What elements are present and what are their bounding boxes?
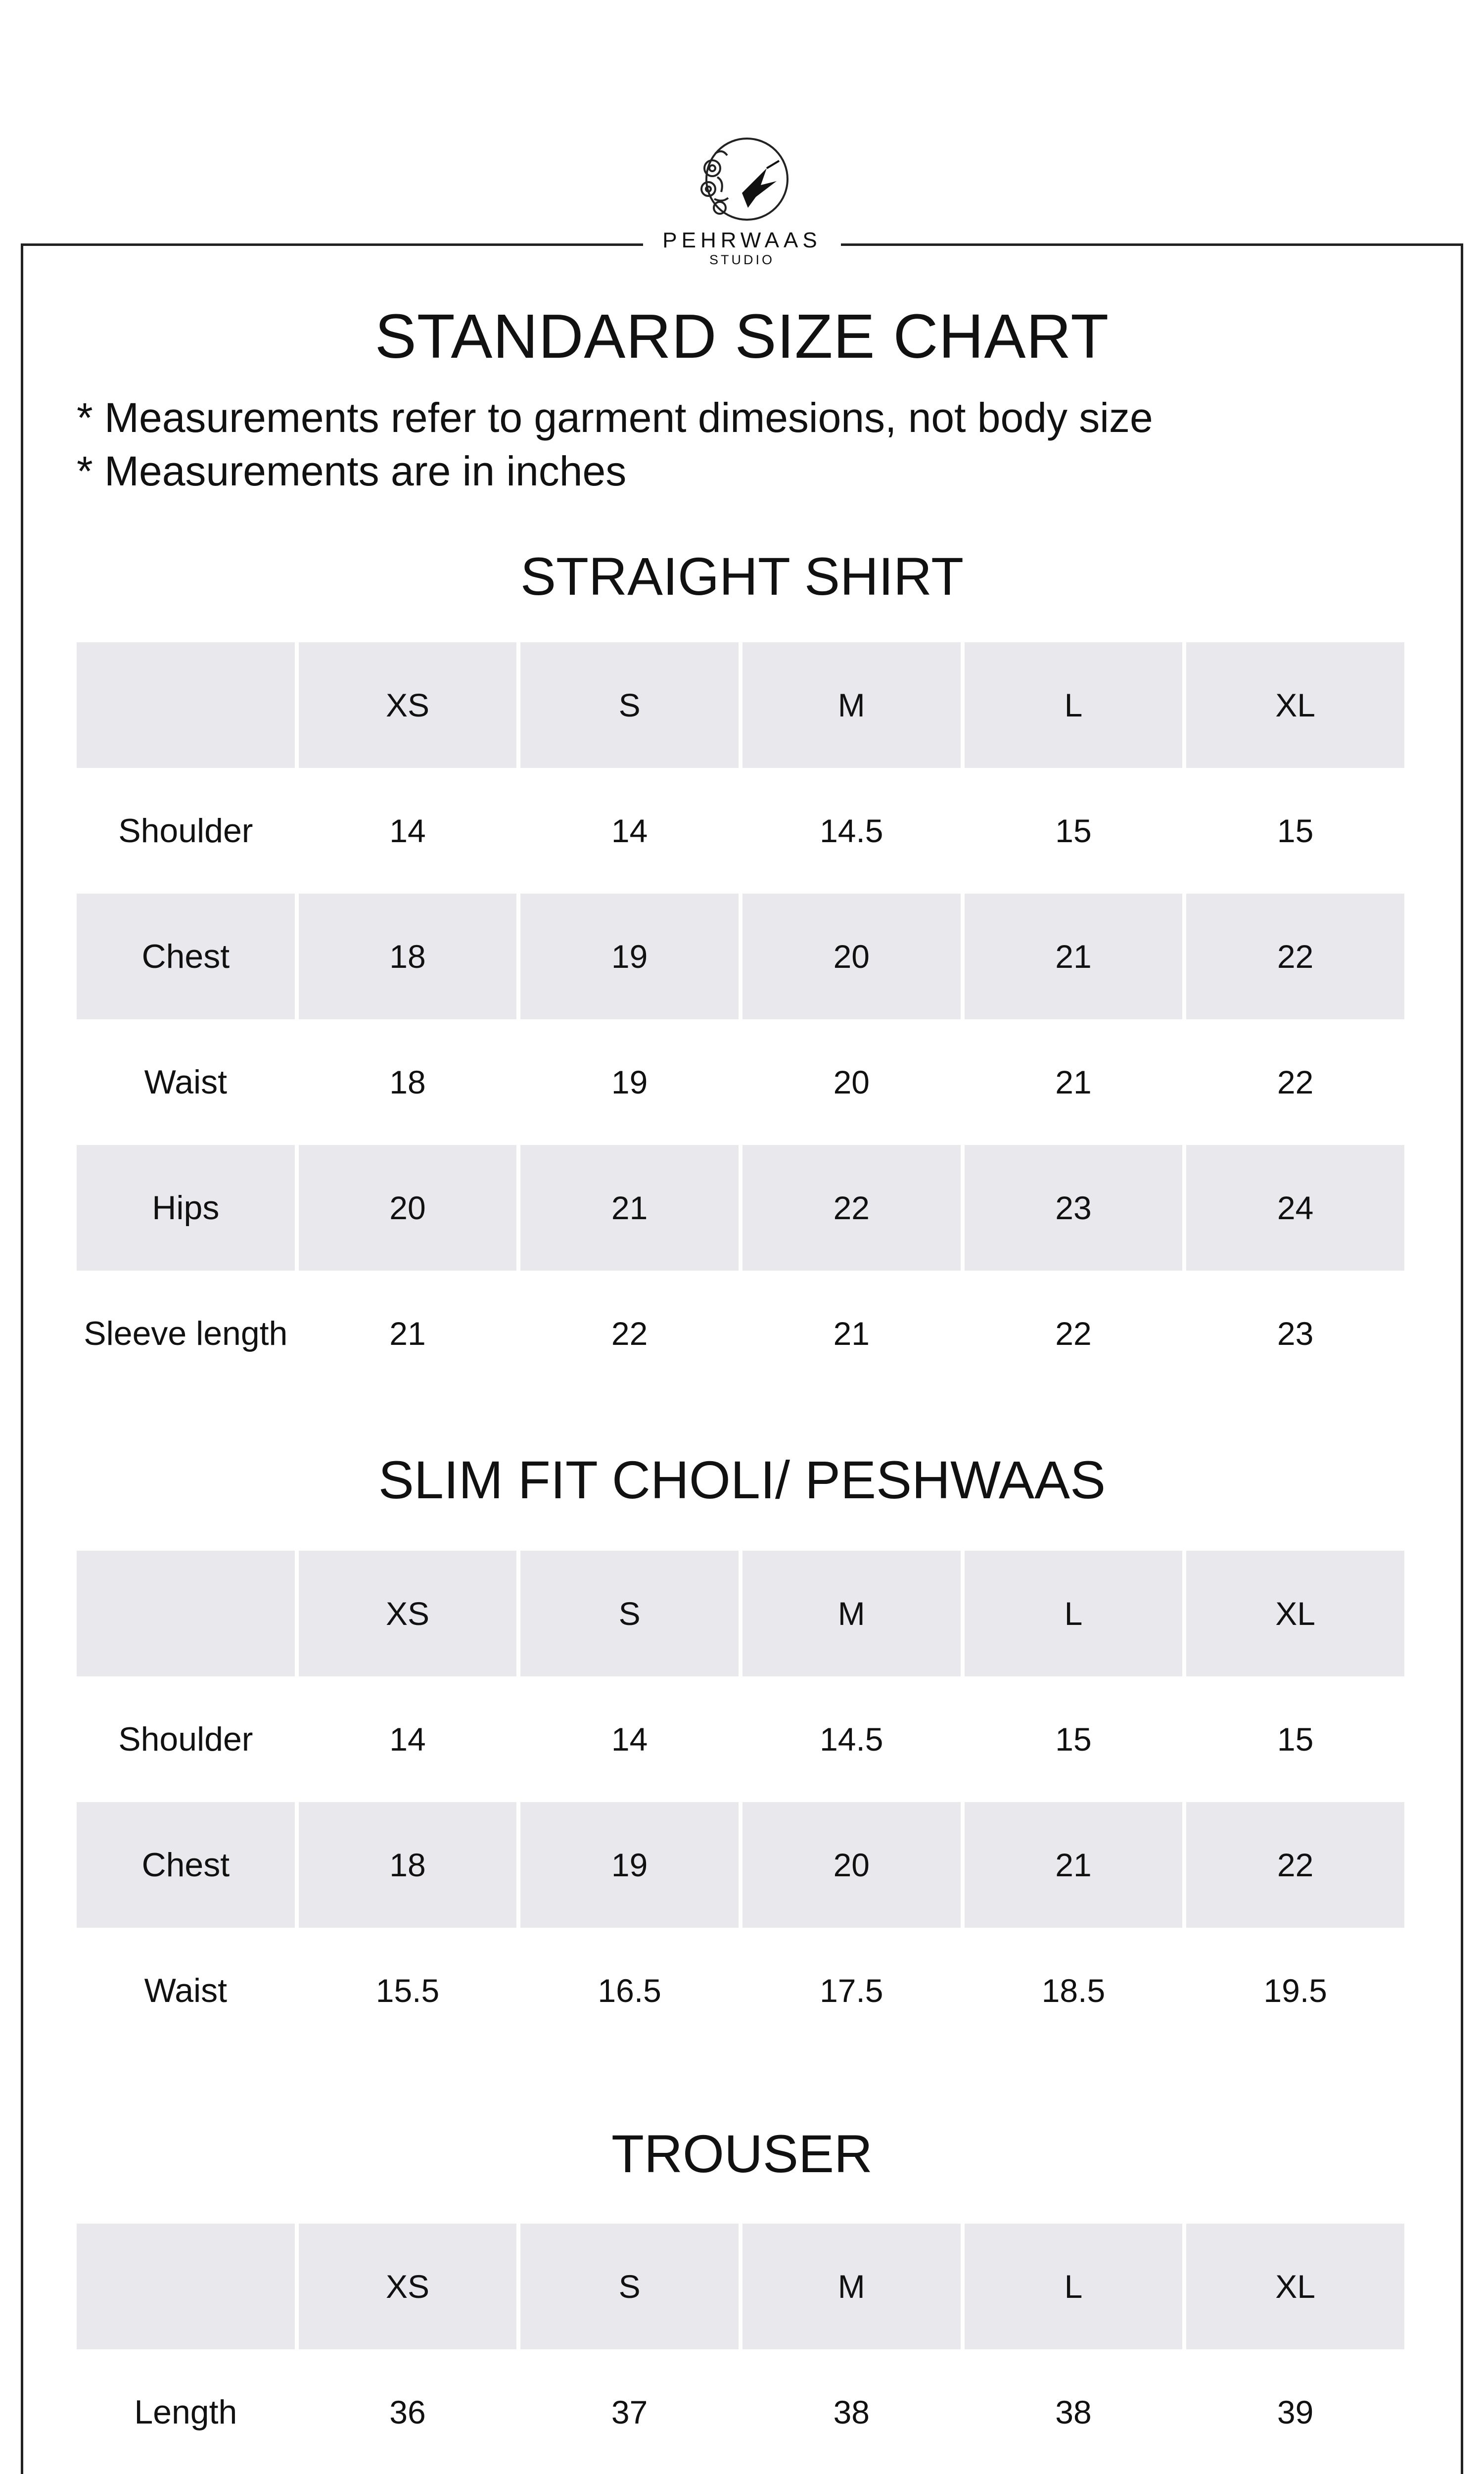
brand-subtitle: STUDIO (709, 252, 775, 267)
cell: 16.5 (598, 1972, 661, 2009)
size-header: L (965, 1551, 1183, 1676)
row-label: Hips (77, 1145, 295, 1271)
corner-cell (77, 1551, 295, 1676)
corner-cell (77, 2224, 295, 2349)
table-row (77, 1019, 1404, 1145)
row-label: Sleeve length (84, 1315, 288, 1352)
size-header: S (520, 1551, 739, 1676)
size-header: M (742, 1551, 961, 1676)
cell: 19 (611, 1064, 648, 1100)
cell: 20 (742, 1802, 961, 1928)
cell: 20 (742, 894, 961, 1019)
corner-cell (77, 642, 295, 768)
cell: 21 (389, 1315, 426, 1352)
size-header: M (742, 2224, 961, 2349)
cell: 21 (965, 894, 1183, 1019)
cell: 22 (611, 1315, 648, 1352)
note-garment: * Measurements refer to garment dimesions, not body size (77, 394, 1153, 441)
cell: 36 (389, 2394, 426, 2430)
cell: 19.5 (1263, 1972, 1327, 2009)
row-label: Chest (77, 1802, 295, 1928)
cell: 20 (299, 1145, 517, 1271)
cell: 22 (1055, 1315, 1092, 1352)
cell: 17.5 (820, 1972, 883, 2009)
row-label: Shoulder (118, 1720, 253, 1758)
cell: 22 (1277, 1064, 1314, 1100)
hummingbird-flower-icon (693, 134, 791, 228)
section-title-straight-shirt: STRAIGHT SHIRT (520, 546, 964, 606)
straight-shirt-table (73, 642, 1408, 1396)
cell: 39 (1277, 2394, 1314, 2430)
trouser-table (73, 2224, 1408, 2474)
cell: 21 (833, 1315, 870, 1352)
notes (77, 391, 1153, 498)
header-row (77, 2224, 1404, 2349)
size-header: XS (299, 642, 517, 768)
header-row (77, 1551, 1404, 1676)
cell: 23 (965, 1145, 1183, 1271)
cell: 37 (611, 2394, 648, 2430)
cell: 14 (611, 812, 648, 849)
row-label: Waist (144, 1972, 228, 2009)
size-header: L (965, 642, 1183, 768)
section-title-trouser: TROUSER (611, 2124, 873, 2184)
section-title-slim-fit: SLIM FIT CHOLI/ PESHWAAS (378, 1450, 1106, 1510)
size-header: XS (299, 1551, 517, 1676)
table-row (77, 1676, 1404, 1802)
size-header: XL (1186, 1551, 1404, 1676)
cell: 18 (299, 1802, 517, 1928)
table-row (77, 1802, 1404, 1928)
size-header: L (965, 2224, 1183, 2349)
note-units: * Measurements are in inches (77, 448, 627, 494)
brand-name: PEHRWAAS (662, 228, 822, 252)
table-row (77, 2349, 1404, 2474)
cell: 24 (1186, 1145, 1404, 1271)
brand-logo (643, 134, 841, 277)
cell: 15 (1055, 812, 1092, 849)
table-row (77, 768, 1404, 894)
table-row (77, 1271, 1404, 1396)
cell: 14 (389, 1721, 426, 1758)
size-header: XL (1186, 2224, 1404, 2349)
header-row (77, 642, 1404, 768)
cell: 19 (520, 1802, 739, 1928)
cell: 15 (1277, 1721, 1314, 1758)
cell: 38 (1055, 2394, 1092, 2430)
table-row (77, 894, 1404, 1019)
size-header: S (520, 2224, 739, 2349)
cell: 14.5 (820, 812, 883, 849)
cell: 14 (389, 812, 426, 849)
slim-fit-table (73, 1551, 1408, 2053)
size-header: XL (1186, 642, 1404, 768)
cell: 21 (965, 1802, 1183, 1928)
cell: 14.5 (820, 1721, 883, 1758)
cell: 15 (1055, 1721, 1092, 1758)
cell: 21 (1055, 1064, 1092, 1100)
row-label: Waist (144, 1063, 228, 1101)
cell: 18 (389, 1064, 426, 1100)
cell: 18 (299, 894, 517, 1019)
row-label: Length (134, 2393, 237, 2431)
row-label: Shoulder (118, 812, 253, 850)
cell: 19 (520, 894, 739, 1019)
cell: 22 (1186, 894, 1404, 1019)
size-header: M (742, 642, 961, 768)
size-header: XS (299, 2224, 517, 2349)
cell: 22 (1186, 1802, 1404, 1928)
cell: 20 (833, 1064, 870, 1100)
table-row (77, 1928, 1404, 2053)
cell: 22 (742, 1145, 961, 1271)
cell: 18.5 (1041, 1972, 1106, 2009)
cell: 21 (520, 1145, 739, 1271)
size-header: S (520, 642, 739, 768)
cell: 15 (1277, 812, 1314, 849)
cell: 23 (1277, 1315, 1314, 1352)
cell: 14 (611, 1721, 648, 1758)
page-title: STANDARD SIZE CHART (374, 301, 1110, 371)
cell: 38 (833, 2394, 870, 2430)
row-label: Chest (77, 894, 295, 1019)
cell: 15.5 (375, 1972, 440, 2009)
table-row (77, 1145, 1404, 1271)
